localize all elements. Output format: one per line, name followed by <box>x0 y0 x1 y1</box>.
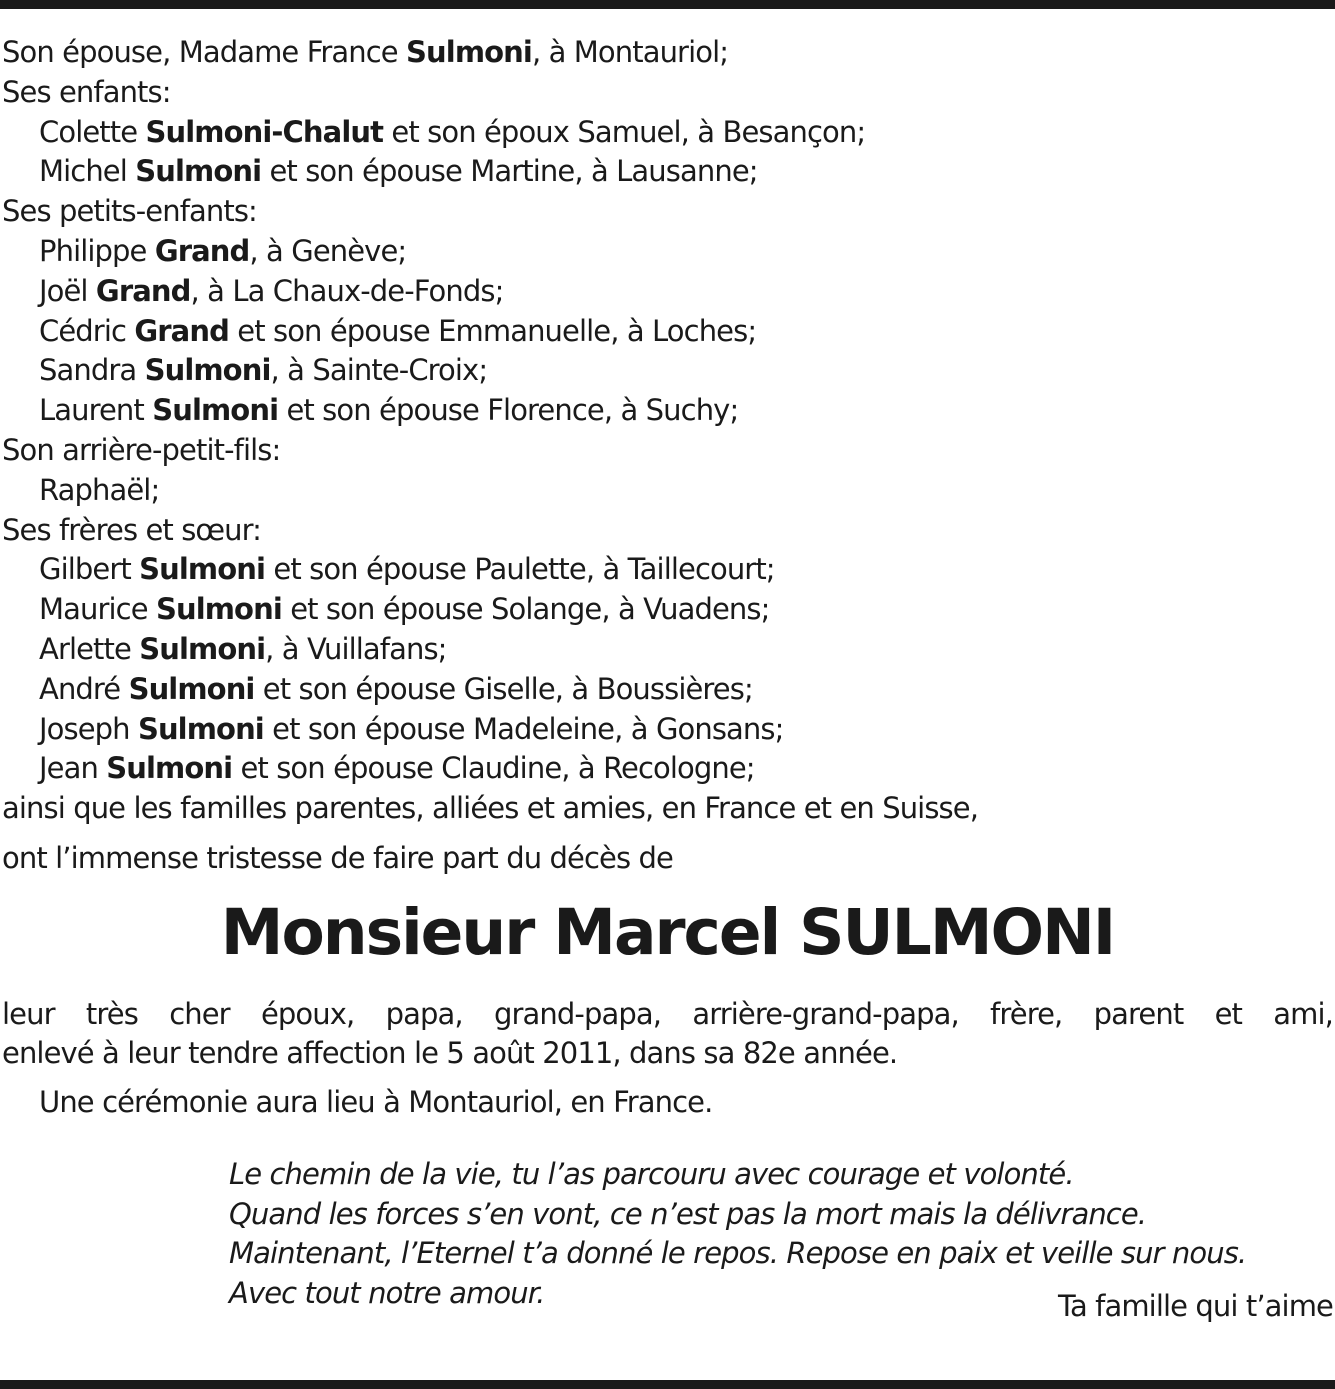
surname: Grand <box>95 273 191 308</box>
surname: Sulmoni <box>144 353 271 388</box>
signature: Ta famille qui t’aime <box>1057 1289 1333 1323</box>
children-heading: Ses enfants: <box>2 74 171 109</box>
announcement-text: ont l’immense tristesse de faire part du décès de <box>2 841 673 875</box>
child-line: Colette Sulmoni-Chalut et son époux Samuel, à Besançon; <box>39 114 866 149</box>
sibling-line: André Sulmoni et son épouse Giselle, à Boussières; <box>39 671 753 706</box>
top-border-rule <box>0 0 1335 9</box>
poem-line: Maintenant, l’Eternel t’a donné le repos. Repose en paix et veille sur nous. <box>229 1236 1247 1270</box>
great-grandson-line: Raphaël; <box>39 472 160 507</box>
description-line-1: leur très cher époux, papa, grand-papa, arrière-grand-papa, frère, parent et ami, <box>2 997 1333 1031</box>
bottom-border-rule <box>0 1380 1335 1389</box>
poem-line: Quand les forces s’en vont, ce n’est pas la mort mais la délivrance. <box>229 1196 1147 1231</box>
grandchild-line: Philippe Grand, à Genève; <box>39 233 407 268</box>
poem-line: Avec tout notre amour. <box>229 1275 545 1310</box>
surname: Sulmoni <box>139 631 266 666</box>
surname: Grand <box>154 233 250 268</box>
siblings-heading: Ses frères et sœur: <box>2 512 262 547</box>
grandchild-line: Sandra Sulmoni, à Sainte-Croix; <box>39 353 488 388</box>
surname: Grand <box>134 313 229 348</box>
ceremony-notice: Une cérémonie aura lieu à Montauriol, en France. <box>39 1085 713 1119</box>
surname: Sulmoni <box>139 552 266 587</box>
grandchild-line: Laurent Sulmoni et son épouse Florence, à Suchy; <box>39 393 739 428</box>
sibling-line: Maurice Sulmoni et son épouse Solange, à Vuadens; <box>39 592 770 627</box>
description-line-2: enlevé à leur tendre affection le 5 août 2011, dans sa 82e année. <box>2 1036 898 1070</box>
others-line: ainsi que les familles parentes, alliées et amies, en France et en Suisse, <box>2 791 979 826</box>
surname: Sulmoni-Chalut <box>145 114 384 149</box>
child-line: Michel Sulmoni et son épouse Martine, à Lausanne; <box>39 154 758 189</box>
surname: Sulmoni <box>137 711 264 746</box>
surname: Sulmoni <box>106 751 233 786</box>
family-list <box>2 33 1332 829</box>
surname: Sulmoni <box>135 154 262 189</box>
poem-line: Le chemin de la vie, tu l’as parcouru avec courage et volonté. <box>229 1157 1074 1191</box>
deceased-name: Monsieur Marcel SULMONI <box>220 896 1115 969</box>
grandchild-line: Cédric Grand et son épouse Emmanuelle, à Loches; <box>39 313 757 348</box>
great-grandson-heading: Son arrière-petit-fils: <box>2 432 281 467</box>
surname: Sulmoni <box>128 671 255 706</box>
surname: Sulmoni <box>152 393 279 428</box>
surname: Sulmoni <box>406 35 532 69</box>
sibling-line: Gilbert Sulmoni et son épouse Paulette, à Taillecourt; <box>39 552 775 587</box>
grandchildren-heading: Ses petits-enfants: <box>2 194 257 229</box>
grandchild-line: Joël Grand, à La Chaux-de-Fonds; <box>39 273 504 308</box>
sibling-line: Arlette Sulmoni, à Vuillafans; <box>39 631 447 666</box>
surname: Sulmoni <box>155 592 282 627</box>
sibling-line: Joseph Sulmoni et son épouse Madeleine, à Gonsans; <box>39 711 784 746</box>
spouse-line: Son épouse, Madame France Sulmoni, à Montauriol; <box>2 35 729 69</box>
sibling-line: Jean Sulmoni et son épouse Claudine, à Recologne; <box>39 751 755 786</box>
